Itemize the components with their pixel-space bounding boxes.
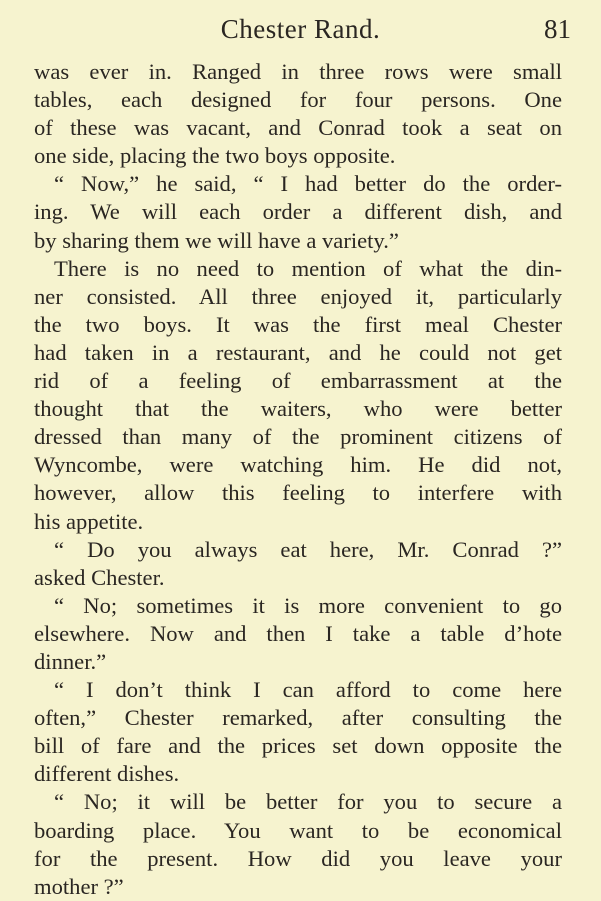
running-head (0, 10, 601, 46)
text-line: There is no need to mention of what the din- (54, 255, 562, 281)
text-line: bill of fare and the prices set down opposite the (34, 733, 562, 759)
body-text (34, 58, 562, 901)
text-line: his appetite. (34, 508, 144, 534)
text-line: different dishes. (34, 761, 180, 787)
text-line: “ No; it will be better for you to secure a (54, 789, 562, 815)
text-line: tables, each designed for four persons. One (34, 87, 562, 113)
text-line: elsewhere. Now and then I take a table d’hote (34, 620, 562, 646)
text-line: rid of a feeling of embarrassment at the (34, 368, 562, 394)
text-line: mother ?” (34, 873, 124, 899)
text-line: asked Chester. (34, 564, 165, 590)
text-line: “ I don’t think I can afford to come here (54, 677, 562, 703)
text-line: however, allow this feeling to interfere with (34, 480, 562, 506)
text-line: for the present. How did you leave your (34, 845, 562, 871)
text-line: ing. We will each order a different dish, and (34, 199, 562, 225)
text-line: dressed than many of the prominent citizens of (34, 424, 562, 450)
text-line: the two boys. It was the first meal Chester (34, 311, 562, 337)
text-line: was ever in. Ranged in three rows were small (34, 59, 562, 84)
page-number: 81 (544, 14, 571, 44)
text-line: by sharing them we will have a variety.” (34, 227, 399, 253)
text-line: had taken in a restaurant, and he could not get (34, 339, 562, 365)
text-line: often,” Chester remarked, after consulting the (34, 705, 562, 731)
running-title: Chester Rand. (220, 14, 381, 44)
text-line: one side, placing the two boys opposite. (34, 143, 396, 169)
text-line: “ Now,” he said, “ I had better do the order- (54, 171, 562, 197)
text-line: Wyncombe, were watching him. He did not, (34, 452, 562, 478)
text-line: thought that the waiters, who were better (34, 396, 562, 422)
text-line: “ Do you always eat here, Mr. Conrad ?” (54, 536, 562, 562)
text-line: ner consisted. All three enjoyed it, particularly (34, 283, 562, 309)
text-line: dinner.” (34, 648, 107, 674)
text-line: boarding place. You want to be economical (34, 817, 562, 843)
text-line: “ No; sometimes it is more convenient to go (54, 592, 562, 618)
text-line: of these was vacant, and Conrad took a seat on (34, 115, 562, 141)
